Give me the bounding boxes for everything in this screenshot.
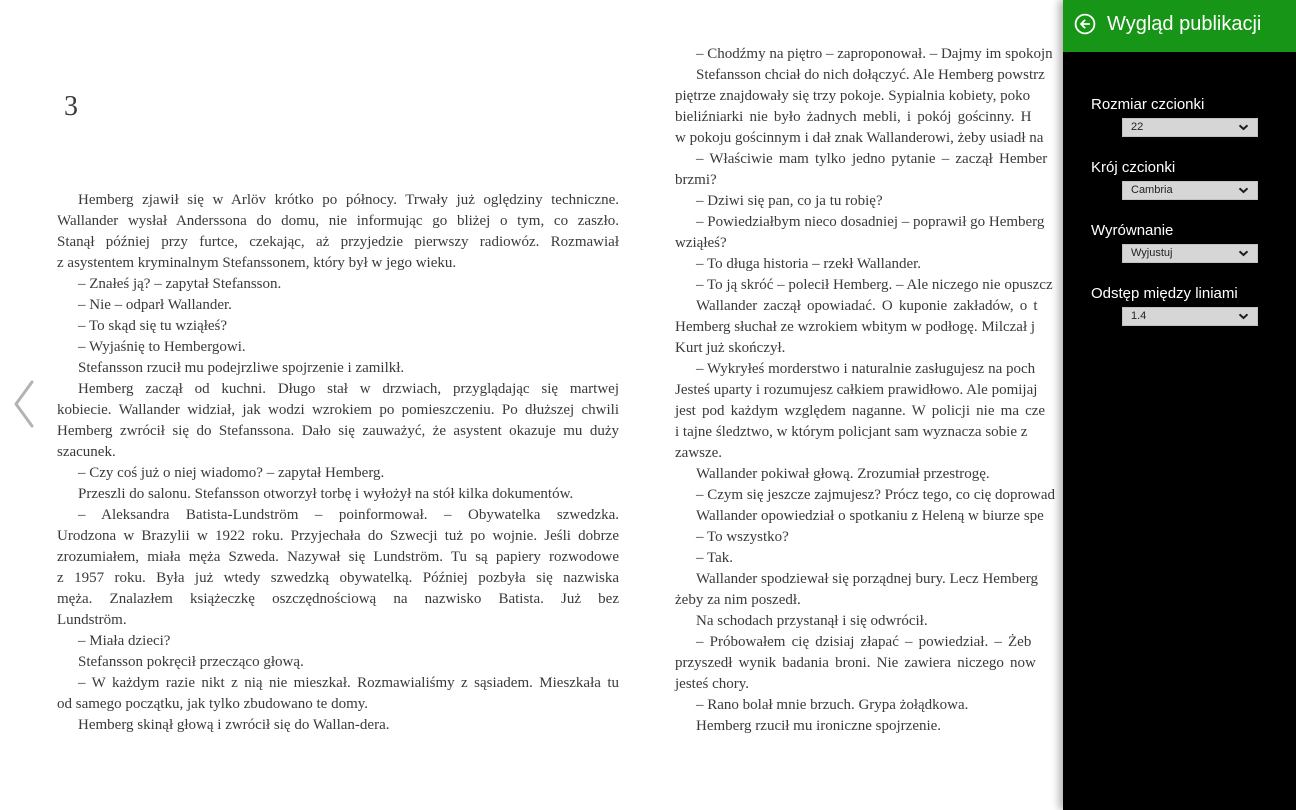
text-line: szacunek. <box>57 444 116 460</box>
text-line: – Wykryłeś morderstwo i naturalnie zasługujesz na poch <box>696 361 1036 377</box>
text-line: zawsze. <box>675 445 723 461</box>
text-line: – Czym się jeszcze zajmujesz? Prócz tego, co cię doprowad <box>696 487 1056 503</box>
left-column <box>57 190 619 736</box>
text-line: – Miała dzieci? <box>78 633 171 649</box>
text-line: bieliźniarki nie było żadnych mebli, i pokój gościnny. H <box>675 109 1032 125</box>
text-line: żeby za nim poszedł. <box>675 592 801 608</box>
text-line: i tajne śledztwo, w którym policjant sam wyznacza sobie z <box>675 424 1028 440</box>
prev-page-button[interactable] <box>6 376 42 434</box>
text-line: – Próbowałem cię dzisiaj złapać – powiedział. – Żeb <box>696 634 1032 650</box>
text-line: – To ją skróć – polecił Hemberg. – Ale niczego nie opuszcz <box>696 277 1053 293</box>
text-line: z asystentem kryminalnym Stefanssonem, który był w jego wieku. <box>57 255 457 271</box>
text-line: – Właściwie mam tylko jedno pytanie – zaczął Hember <box>696 151 1048 167</box>
setting-label: Odstęp między liniami <box>1091 285 1238 302</box>
text-line: – Dziwi się pan, co ja tu robię? <box>696 193 883 209</box>
chevron-down-icon <box>1238 187 1249 194</box>
setting-font-face <box>1091 158 1296 200</box>
text-line: – Powiedziałbym nieco dosadniej – poprawił go Hemberg <box>696 214 1045 230</box>
text-line: – Aleksandra Batista-Lundström – poinformował. – Obywatelka szwedzka. <box>78 507 619 523</box>
text-line: Hemberg rzucił mu ironiczne spojrzenie. <box>696 718 942 734</box>
text-line: – Wyjaśnię to Hembergowi. <box>78 339 246 355</box>
text-line: Urodzona w Brazylii w 1922 roku. Przyjechała do Szwecji tuż po wojnie. Jeśli dobrze <box>57 528 619 544</box>
dropdown-value: 1.4 <box>1131 310 1147 322</box>
text-line: jesteś chory. <box>675 676 750 692</box>
text-line: zrozumiałem, miała męża Szweda. Nazywał się Lundström. Tu są papiery rozwodowe <box>57 549 619 565</box>
line-spacing-dropdown[interactable] <box>1122 307 1258 326</box>
text-line: Wallander spodziewał się porządnej bury. Lecz Hemberg <box>696 571 1038 587</box>
text-line: jest pod każdym względem naganne. W policji nie ma cze <box>675 403 1046 419</box>
text-line: od samego początku, jak tylko zbudowano te domy. <box>57 696 369 712</box>
text-line: Hemberg skinął głową i zwrócił się do Wallan-dera. <box>78 717 390 733</box>
text-line: – Chodźmy na piętro – zaproponował. – Dajmy im spokojn <box>696 46 1053 62</box>
text-line: Hemberg słuchał ze wzrokiem wbitym w podłogę. Milczał j <box>675 319 1036 335</box>
text-line: męża. Znalazłem książeczkę oszczędnościową na nazwisko Batista. Już bez <box>57 591 619 607</box>
chapter-heading: 3 <box>64 91 78 122</box>
text-line: – To wszystko? <box>696 529 789 545</box>
text-line: wziąłeś? <box>675 235 727 251</box>
text-line: w pokoju gościnnym i dał znak Wallanderowi, żeby usiadł na <box>675 130 1044 146</box>
text-line: Stefansson chciał do nich dołączyć. Ale Hemberg powstrz <box>696 67 1045 83</box>
font-size-dropdown[interactable] <box>1122 118 1258 137</box>
text-line: Na schodach przystanął i się odwrócił. <box>696 613 928 629</box>
setting-label: Rozmiar czcionki <box>1091 96 1205 113</box>
text-line: przyszedł wynik badania broni. Nie zawiera niczego now <box>675 655 1036 671</box>
text-line: Wallander opowiedział o spotkaniu z Heleną w biurze spe <box>696 508 1044 524</box>
text-line: – To skąd się tu wziąłeś? <box>78 318 228 334</box>
setting-label: Krój czcionki <box>1091 159 1176 176</box>
dropdown-value: Wyjustuj <box>1131 247 1173 259</box>
chevron-left-icon <box>12 379 36 429</box>
text-line: Jesteś uparty i rozumujesz całkiem prawidłowo. Ale pomijaj <box>675 382 1038 398</box>
alignment-dropdown[interactable] <box>1122 244 1258 263</box>
text-line: – To długa historia – rzekł Wallander. <box>696 256 922 272</box>
back-button[interactable] <box>1074 13 1096 35</box>
text-line: Stefansson pokręcił przecząco głową. <box>78 654 304 670</box>
text-line: z 1957 roku. Była już wtedy szwedzką obywatelką. Później pozbyła się nazwiska <box>57 570 619 586</box>
text-line: Przeszli do salonu. Stefansson otworzył torbę i wyłożył na stół kilka dokumentów. <box>78 486 574 502</box>
text-line: – Nie – odparł Wallander. <box>78 297 232 313</box>
panel-body <box>1063 95 1296 326</box>
font-face-dropdown[interactable] <box>1122 181 1258 200</box>
dropdown-value: 22 <box>1131 121 1144 133</box>
setting-label: Wyrównanie <box>1091 222 1174 239</box>
back-arrow-circle-icon <box>1074 13 1096 35</box>
text-line: Hemberg zjawił się w Arlöv krótko po północy. Trwały już oględziny techniczne. <box>78 192 619 208</box>
setting-font-size <box>1091 95 1296 137</box>
text-line: Wallander zaczął opowiadać. O kuponie zakładów, o t <box>696 298 1038 314</box>
chevron-down-icon <box>1238 313 1249 320</box>
text-line: Stefansson rzucił mu podejrzliwe spojrzenie i zamilkł. <box>78 360 405 376</box>
appearance-panel <box>1063 0 1296 810</box>
setting-line-spacing <box>1091 284 1296 326</box>
text-line: – Tak. <box>696 550 734 566</box>
chevron-down-icon <box>1238 124 1249 131</box>
text-line: piętrze znajdowały się trzy pokoje. Sypialnia kobiety, poko <box>675 88 1031 104</box>
chevron-down-icon <box>1238 250 1249 257</box>
text-line: – Rano bolał mnie brzuch. Grypa żołądkowa. <box>696 697 969 713</box>
dropdown-value: Cambria <box>1131 184 1173 196</box>
panel-title: Wygląd publikacji <box>1107 13 1262 35</box>
text-line: kobiecie. Wallander widział, jak wodzi wzrokiem po pomieszczeniu. Po dłuższej chwili <box>57 402 619 418</box>
text-line: Wallander wysłał Anderssona do domu, nie informując go bliżej o tym, co zaszło. <box>57 213 619 229</box>
text-line: Hemberg zwrócił się do Stefanssona. Dało się zauważyć, że asystent okazuje mu duży <box>57 423 619 439</box>
text-line: Lundström. <box>57 612 127 628</box>
text-line: – W każdym razie nikt z nią nie mieszkał. Rozmawialiśmy z sąsiadem. Mieszkała tu <box>78 675 619 691</box>
text-line: Kurt już skończył. <box>675 340 786 356</box>
text-line: Wallander pokiwał głową. Zrozumiał przestrogę. <box>696 466 990 482</box>
setting-alignment <box>1091 221 1296 263</box>
text-line: Stanął później przy furtce, czekając, aż przyjedzie pierwszy radiowóz. Rozmawiał <box>57 234 619 250</box>
panel-header <box>1063 0 1296 52</box>
text-line: brzmi? <box>675 172 717 188</box>
text-line: – Znałeś ją? – zapytał Stefansson. <box>78 276 282 292</box>
text-line: Hemberg zaczął od kuchni. Długo stał w drzwiach, przyglądając się martwej <box>78 381 619 397</box>
text-line: – Czy coś już o niej wiadomo? – zapytał Hemberg. <box>78 465 385 481</box>
